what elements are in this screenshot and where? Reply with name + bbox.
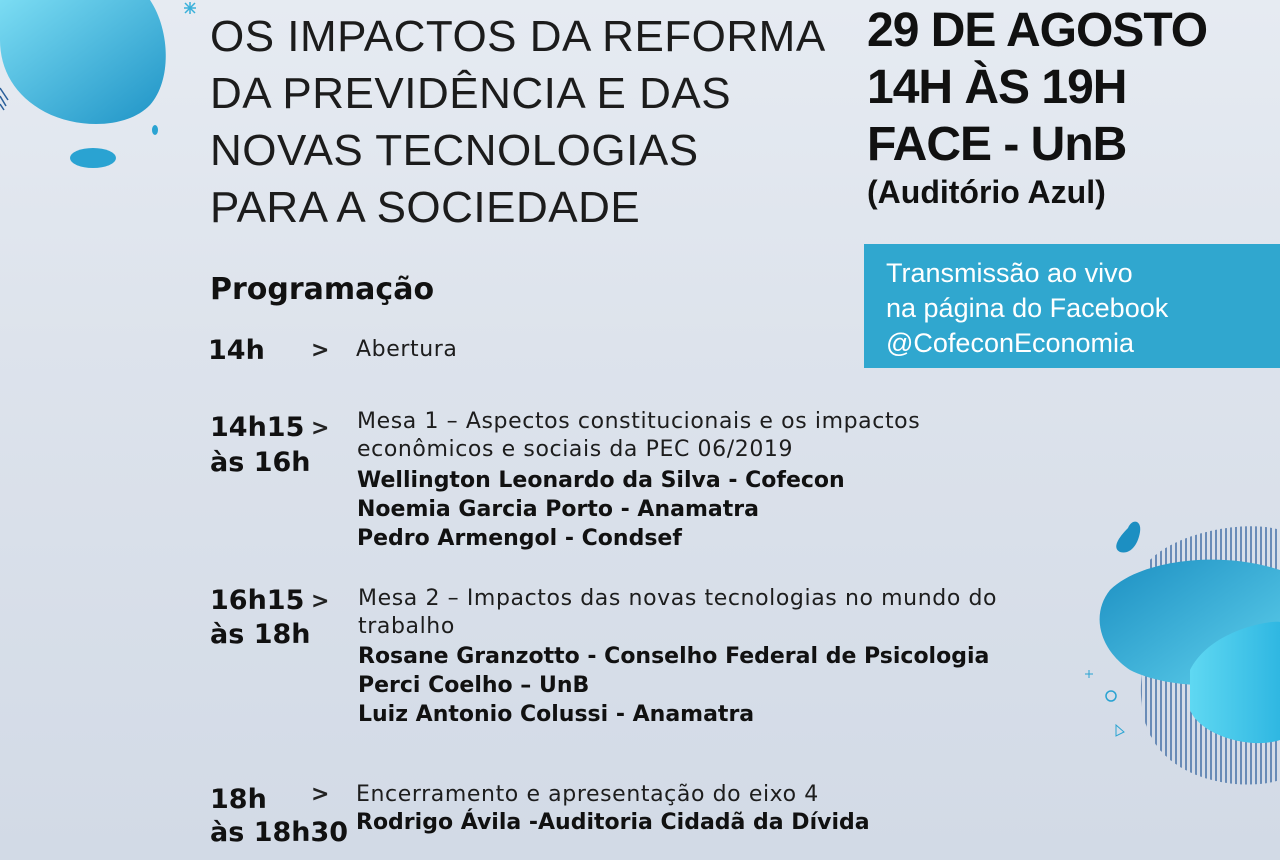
speaker: Wellington Leonardo da Silva - Cofecon — [357, 468, 845, 493]
event-place: FACE - UnB — [867, 118, 1127, 171]
item-time-end: às 16h — [210, 447, 311, 478]
live-line[interactable]: @CofeconEconomia — [886, 328, 1135, 358]
event-info — [867, 2, 1267, 211]
program-title: Programação — [210, 272, 435, 307]
item-text: Abertura — [356, 337, 458, 362]
item-time-end: às 18h30 — [210, 817, 349, 848]
event-time: 14H ÀS 19H — [867, 61, 1127, 114]
main-title — [210, 8, 830, 236]
item-time: 14h — [208, 335, 265, 366]
arrow-icon: > — [311, 782, 330, 807]
speaker: Perci Coelho – UnB — [358, 673, 590, 698]
arrow-icon: > — [311, 589, 330, 614]
item-text: Encerramento e apresentação do eixo 4 — [356, 782, 819, 807]
live-line: na página do Facebook — [886, 293, 1169, 323]
event-room: (Auditório Azul) — [867, 174, 1106, 210]
arrow-icon: > — [311, 416, 330, 441]
item-time: 18h — [210, 784, 267, 815]
speaker: Luiz Antonio Colussi - Anamatra — [358, 702, 755, 727]
title-line: PARA A SOCIEDADE — [210, 183, 641, 232]
speaker: Noemia Garcia Porto - Anamatra — [357, 497, 759, 522]
item-text: Mesa 1 – Aspectos constitucionais e os impactos — [357, 409, 921, 434]
speaker: Rodrigo Ávila -Auditoria Cidadã da Dívida — [356, 810, 870, 835]
item-time: 14h15 — [210, 412, 305, 443]
decorative-blob-bottom-right — [1080, 500, 1280, 800]
title-line: DA PREVIDÊNCIA E DAS — [210, 69, 732, 118]
title-line: NOVAS TECNOLOGIAS — [210, 126, 699, 175]
item-text: econômicos e sociais da PEC 06/2019 — [357, 437, 794, 462]
arrow-icon: > — [311, 338, 330, 363]
item-text: Mesa 2 – Impactos das novas tecnologias no mundo do — [358, 586, 998, 611]
title-line: OS IMPACTOS DA REFORMA — [210, 12, 826, 61]
item-time: 16h15 — [210, 585, 305, 616]
live-line: Transmissão ao vivo — [886, 258, 1133, 288]
item-time-end: às 18h — [210, 619, 311, 650]
speaker: Pedro Armengol - Condsef — [357, 526, 682, 551]
event-date: 29 DE AGOSTO — [867, 4, 1208, 57]
speaker: Rosane Granzotto - Conselho Federal de Psicologia — [358, 644, 990, 669]
live-stream-box — [864, 244, 1280, 368]
item-text: trabalho — [358, 614, 455, 639]
decorative-blob-top-left — [0, 0, 200, 200]
